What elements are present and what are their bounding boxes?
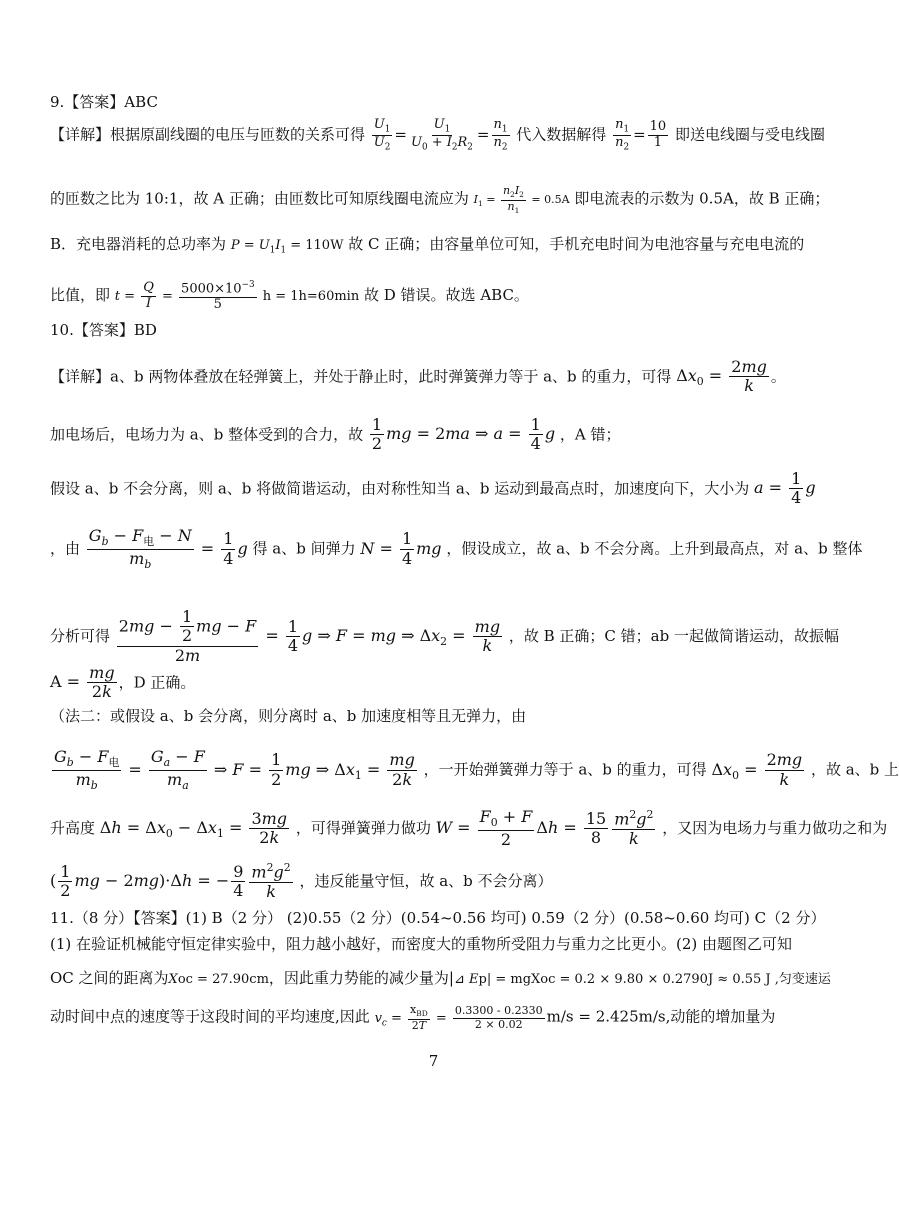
- power-formula: $P = U_1I_1 = 110W$: [230, 238, 344, 256]
- elastic-force-formula: $G_b - F_电 - N$ $m_b$ = $\frac{1}{4}$ g: [88, 526, 248, 571]
- spring-work-formula: W = $\frac{F_0 + F}{2}$ Δh = $\frac{15}{8}$ $\frac{m^2g^2}{k}$: [435, 807, 654, 849]
- q10-line2: 加电场后，电场力为 a、b 整体受到的合力，故 $\frac{1}{2}$ mg = 2ma ⇒ a = $\frac{1}{4}$ g ，A 错；: [50, 415, 621, 454]
- q10-line10: ( $\frac{1}{2}$ mg − 2mg)·Δh = − $\frac{9}{4}$ $\frac{m^2g^2}{k}$ ，违反能量守恒，故 a、b 不会分离）: [50, 861, 553, 901]
- q10-line9: 升高度 $\Delta h = \Delta x_0 - \Delta x_1$ = $\frac{3mg}{2k}$ ，可得弹簧弹力做功 W = $\frac{F_0 + F}{2}$ Δh = $\frac{15}{8}$ $\frac{m^2g^2}{k}$ ，又因为电场力与重力做功之和为: [50, 807, 888, 849]
- q9-line2: 的匝数之比为 10:1，故 A 正确；由匝数比可知原线圈电流应为 $I_1$ = $\frac{n_2I_2}{n_1}$ = 0.5A 即电流表的示数为 0.5A，故 B 正确；: [50, 184, 830, 215]
- q11-line3: OC 之间的距离为Xoc = 27.90cm，因此重力势能的减少量为|⊿ Ep| = mgXoc = 0.2 × 9.80 × 0.2790J ≈ 0.55 J ,匀变速运: [50, 969, 831, 987]
- page-number: 7: [428, 1052, 439, 1070]
- q9-line1-end: 即送电线圈与受电线圈: [674, 125, 825, 144]
- time-formula: t = $\frac{Q}{I}$ = $\frac{5000\times 10^{-3}}{5}$ h = 1h=60min: [114, 280, 360, 313]
- primary-current-formula: $I_1$ = $\frac{n_2I_2}{n_1}$ = 0.5A: [473, 184, 570, 215]
- q9-line1-mid: 代入数据解得: [516, 125, 607, 144]
- method2-formula: $G_b - F_电$ $m_b$ = $\frac{G_a - F}{m_a}$ ⇒ F = $\frac{1}{2}$ mg ⇒ $\Delta x_1$ = $\frac{mg}{2k}$: [54, 747, 415, 792]
- q10-line1: 【详解】a、b 两物体叠放在轻弹簧上，并处于静止时，此时弹簧弹力等于 a、b 的重力，可得 $\Delta x_0$ = $\frac{2mg}{k}$ 。: [50, 357, 786, 396]
- q10-line3: 假设 a、b 不会分离，则 a、b 将做简谐运动，由对称性知当 a、b 运动到最高点时，加速度向下，大小为 a = $\frac{1}{4}$ g: [50, 469, 816, 508]
- q9-line1: 【详解】根据原副线圈的电压与匝数的关系可得 $\frac{U_1}{U_2}$ = $\frac{U_1}{U_0 + I_2R_2}$ = $\frac{n_1}{n_2}$ 代入数据解得 $\frac{n_1}{n_2}$ = $\frac{10}{1}$ 即送电线圈与受电线圈: [50, 117, 825, 153]
- q9-line1-text: 【详解】根据原副线圈的电压与匝数的关系可得: [50, 125, 366, 144]
- turns-ratio-formula: $\frac{n_1}{n_2}$: [615, 117, 630, 153]
- q9-answer: 9.【答案】ABC: [50, 93, 158, 111]
- energy-formula: ( $\frac{1}{2}$ mg − 2mg)·Δh = − $\frac{9}{4}$ $\frac{m^2g^2}{k}$: [50, 861, 291, 901]
- q11-line2: (1) 在验证机械能守恒定律实验中，阻力越小越好，而密度大的重物所受阻力与重力之比更小。(2) 由题图乙可知: [50, 935, 793, 953]
- q11-line4: 动时间中点的速度等于这段时间的平均速度,因此 $v_c$ = $x_{BD}$ 2T = $\frac{0.3300 - 0.2330}{2 \times 0.02}$ m/s = 2.425m/s,动能的增加量为: [50, 1003, 776, 1032]
- rise-height-formula: $\Delta h = \Delta x_0 - \Delta x_1$ = $\frac{3mg}{2k}$: [99, 808, 288, 848]
- acceleration-formula: $\frac{1}{2}$ mg = 2ma ⇒ a = $\frac{1}{4}$ g: [371, 415, 556, 454]
- amplitude-formula: A = $\frac{mg}{2k}$: [50, 663, 115, 702]
- q10-line7: （法二：或假设 a、b 会分离，则分离时 a、b 加速度相等且无弹力，由: [50, 707, 527, 725]
- q11-line1: 11.（8 分）【答案】(1) B（2 分） (2)0.55（2 分）(0.54~0.56 均可) 0.59（2 分）(0.58~0.60 均可) C（2 分）: [50, 909, 826, 927]
- q10-line6: A = $\frac{mg}{2k}$ ，D 正确。: [50, 663, 196, 702]
- q10-line5: 分析可得 2mg − $\frac{1}{2}$ mg − F 2m = $\frac{1}{4}$ g ⇒ F = mg ⇒ $\Delta x_2$ = $\frac{mg}{k}$ ，故 B 正确；C 错；ab 一起做简谐运动，故振幅: [50, 607, 839, 665]
- q9-line3: B．充电器消耗的总功率为 $P = U_1I_1 = 110W$ 故 C 正确；由容量单位可知，手机充电时间为电池容量与充电电流的: [50, 235, 805, 256]
- q10-line4: ，由 $G_b - F_电 - N$ $m_b$ = $\frac{1}{4}$ g 得 a、b 间弹力 N = $\frac{1}{4}$ mg ，假设成立，故 a、b 不会分离。上升到最高点，对 a、b 整体: [50, 526, 863, 571]
- voltage-ratio-formula: $\frac{U_1}{U_2}$: [373, 117, 391, 153]
- q10-line8: $G_b - F_电$ $m_b$ = $\frac{G_a - F}{m_a}$ ⇒ F = $\frac{1}{2}$ mg ⇒ $\Delta x_1$ = $\frac{mg}{2k}$ ，一开始弹簧弹力等于 a、b 的重力，可得 $\Delta x_0$ = $\frac{2mg}{k}$ ，故 a、b 上: [50, 748, 899, 792]
- whole-analysis-formula: 2mg − $\frac{1}{2}$ mg − F 2m = $\frac{1}{4}$ g ⇒ F = mg ⇒ $\Delta x_2$ = $\frac{mg}{k}$: [118, 607, 501, 665]
- q9-line4: 比值，即 t = $\frac{Q}{I}$ = $\frac{5000\times 10^{-3}}{5}$ h = 1h=60min 故 D 错误。故选 ABC。: [50, 280, 529, 313]
- midpoint-velocity-formula: $v_c$ = $x_{BD}$ 2T = $\frac{0.3300 - 0.2330}{2 \times 0.02}$: [374, 1003, 543, 1032]
- q10-answer: 10.【答案】BD: [50, 321, 157, 339]
- delta-x0-formula: $\Delta x_0$ = $\frac{2mg}{k}$: [676, 357, 767, 396]
